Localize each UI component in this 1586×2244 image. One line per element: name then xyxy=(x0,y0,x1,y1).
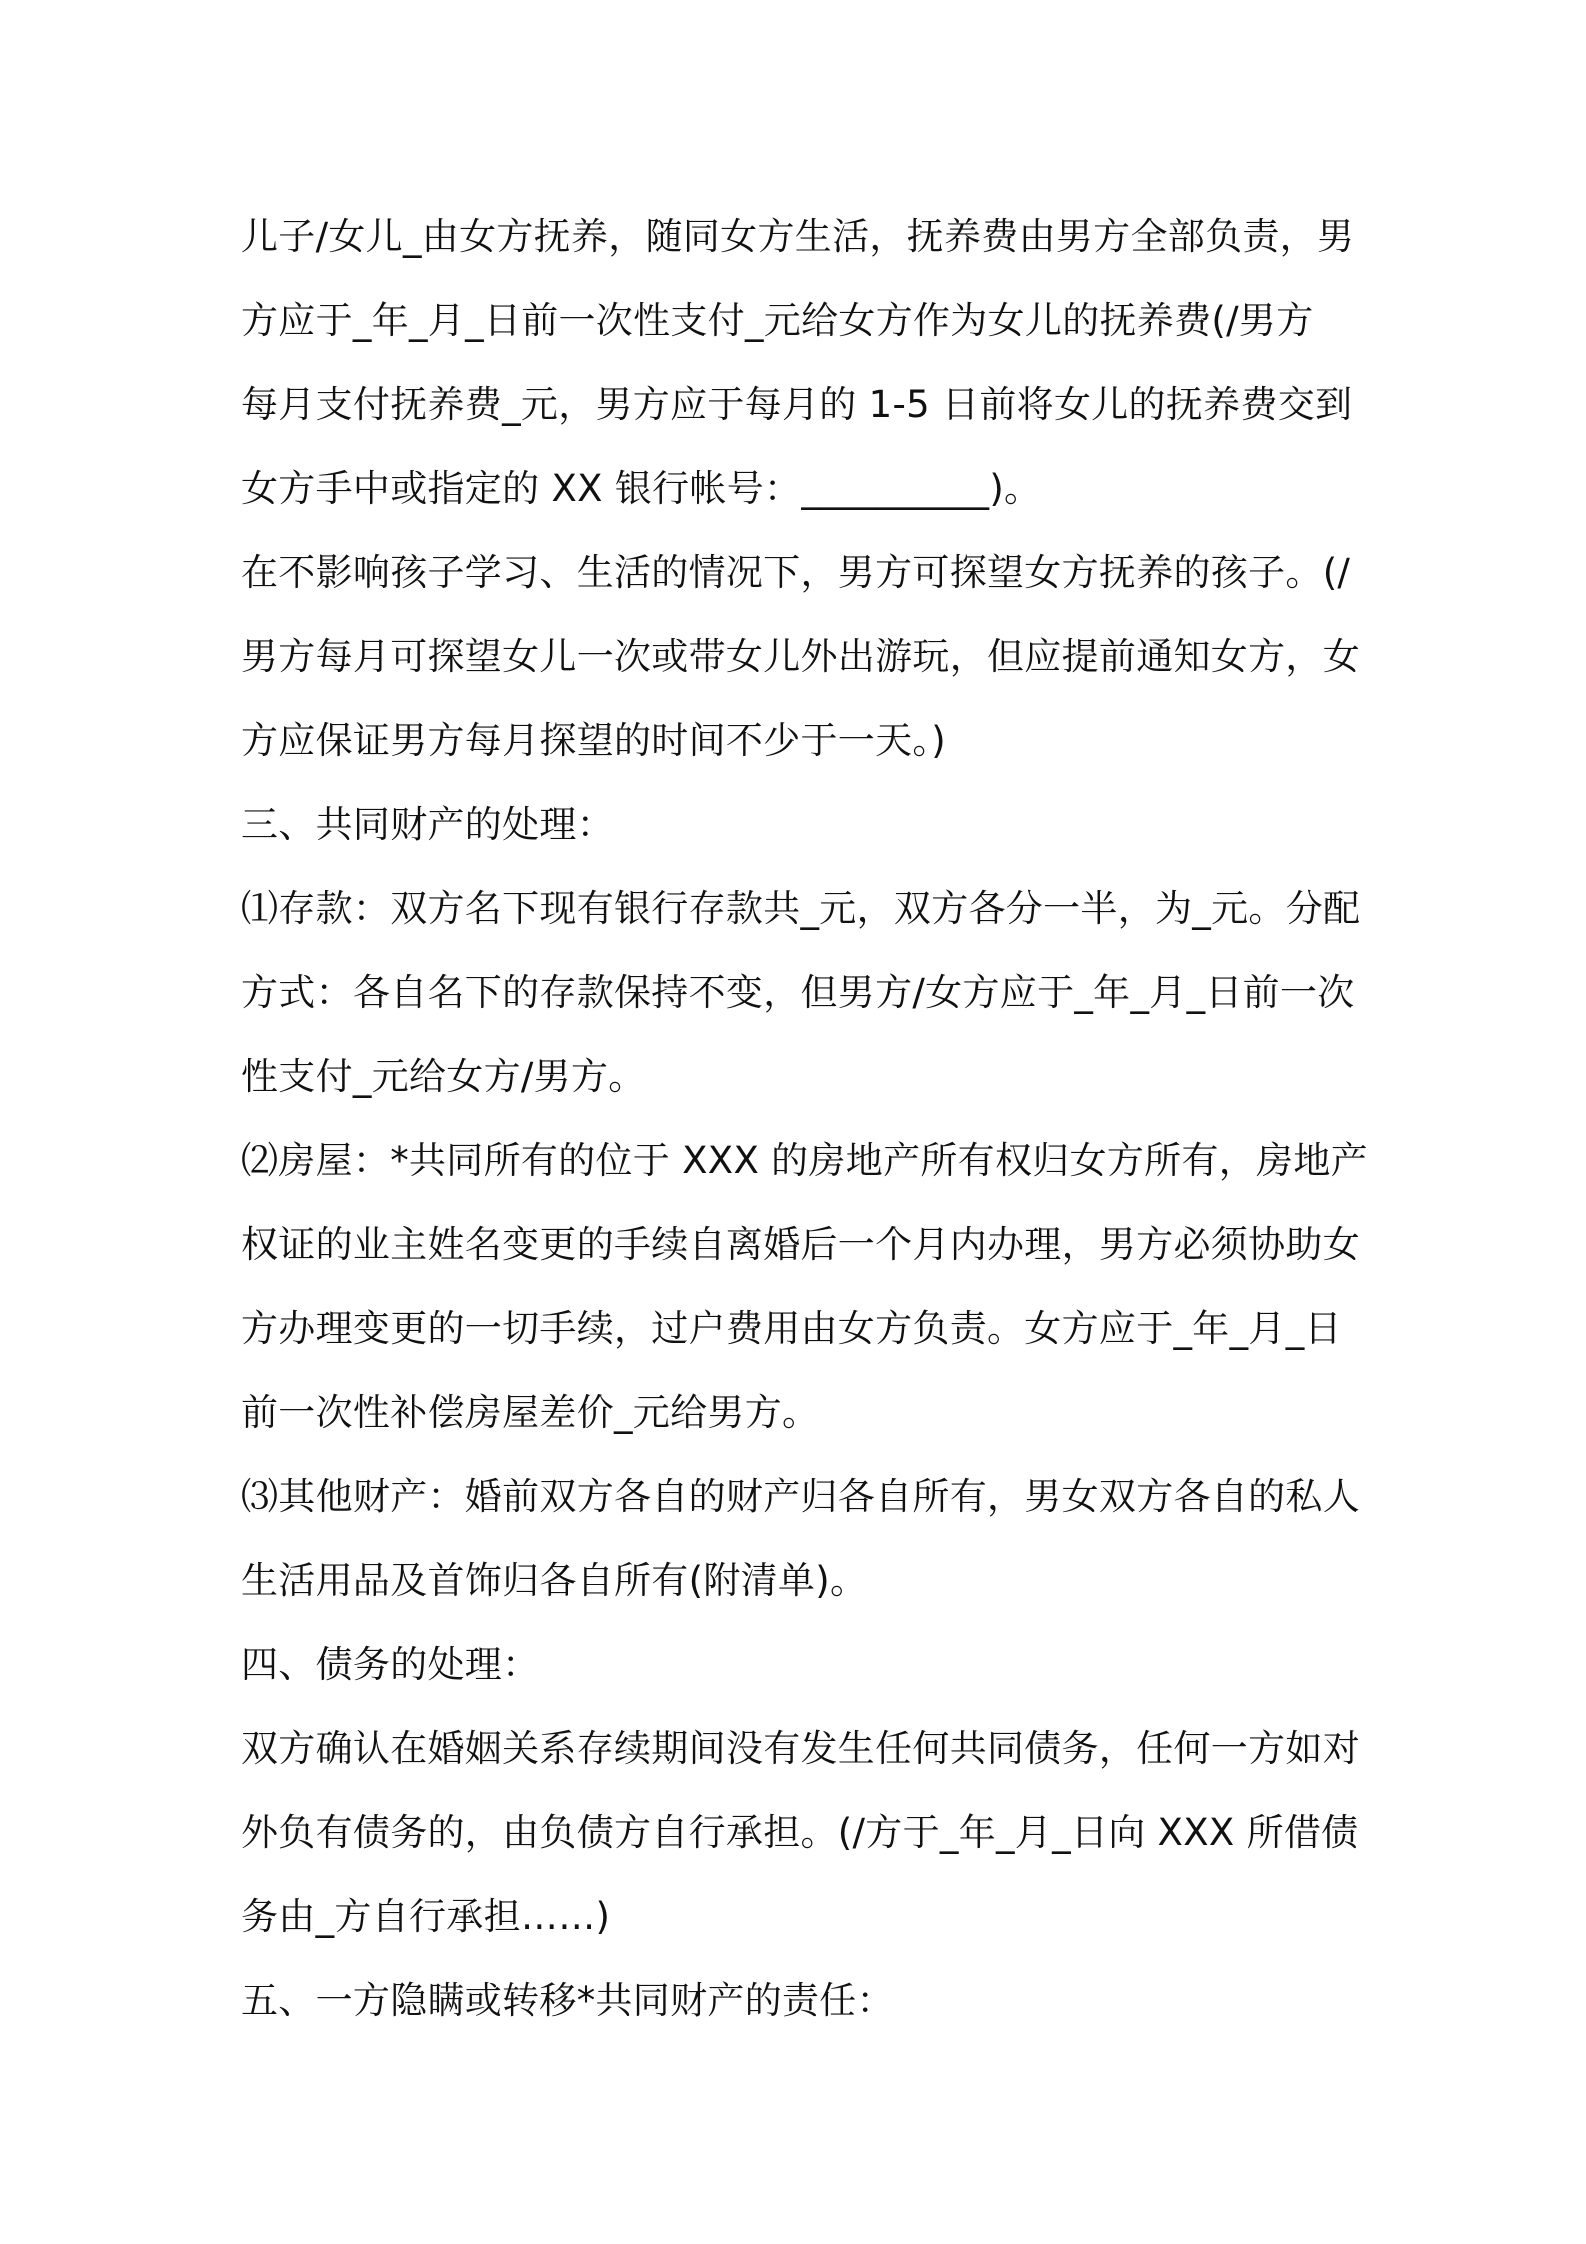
text-line: 权证的业主姓名变更的手续自离婚后一个月内办理，男方必须协助女 xyxy=(241,1223,1360,1266)
section-heading: 三、共同财产的处理： xyxy=(241,803,614,846)
text-line: 女方手中或指定的 XX 银行帐号：__________)。 xyxy=(241,467,1042,510)
text-line: 方办理变更的一切手续，过户费用由女方负责。女方应于_年_月_日 xyxy=(241,1307,1342,1350)
section-heading: 四、债务的处理： xyxy=(241,1643,540,1686)
text-line: 双方确认在婚姻关系存续期间没有发生任何共同债务，任何一方如对 xyxy=(241,1727,1360,1770)
document-body xyxy=(241,195,1368,2043)
text-line: 方式：各自名下的存款保持不变，但男方/女方应于_年_月_日前一次 xyxy=(241,971,1355,1014)
text-line: 每月支付抚养费_元，男方应于每月的 1-5 日前将女儿的抚养费交到 xyxy=(241,383,1353,426)
section-heading: 五、一方隐瞒或转移*共同财产的责任： xyxy=(241,1979,894,2022)
text-line: ⑶其他财产：婚前双方各自的财产归各自所有，男女双方各自的私人 xyxy=(241,1475,1360,1518)
text-line: 男方每月可探望女儿一次或带女儿外出游玩，但应提前通知女方，女 xyxy=(241,635,1360,678)
text-line: 方应保证男方每月探望的时间不少于一天。) xyxy=(241,719,946,762)
text-line: ⑵房屋：*共同所有的位于 XXX 的房地产所有权归女方所有，房地产 xyxy=(241,1139,1368,1182)
text-line: 儿子/女儿_由女方抚养，随同女方生活，抚养费由男方全部负责，男 xyxy=(241,215,1355,258)
text-line: ⑴存款：双方名下现有银行存款共_元，双方各分一半，为_元。分配 xyxy=(241,887,1361,930)
text-line: 务由_方自行承担……) xyxy=(241,1895,611,1938)
text-line: 生活用品及首饰归各自所有(附清单)。 xyxy=(241,1559,868,1602)
text-line: 方应于_年_月_日前一次性支付_元给女方作为女儿的抚养费(/男方 xyxy=(241,299,1314,342)
text-line: 在不影响孩子学习、生活的情况下，男方可探望女方抚养的孩子。(/ xyxy=(241,551,1351,594)
text-line: 前一次性补偿房屋差价_元给男方。 xyxy=(241,1391,820,1434)
text-line: 外负有债务的，由负债方自行承担。(/方于_年_月_日向 XXX 所借债 xyxy=(241,1811,1359,1854)
text-line: 性支付_元给女方/男方。 xyxy=(241,1055,646,1098)
